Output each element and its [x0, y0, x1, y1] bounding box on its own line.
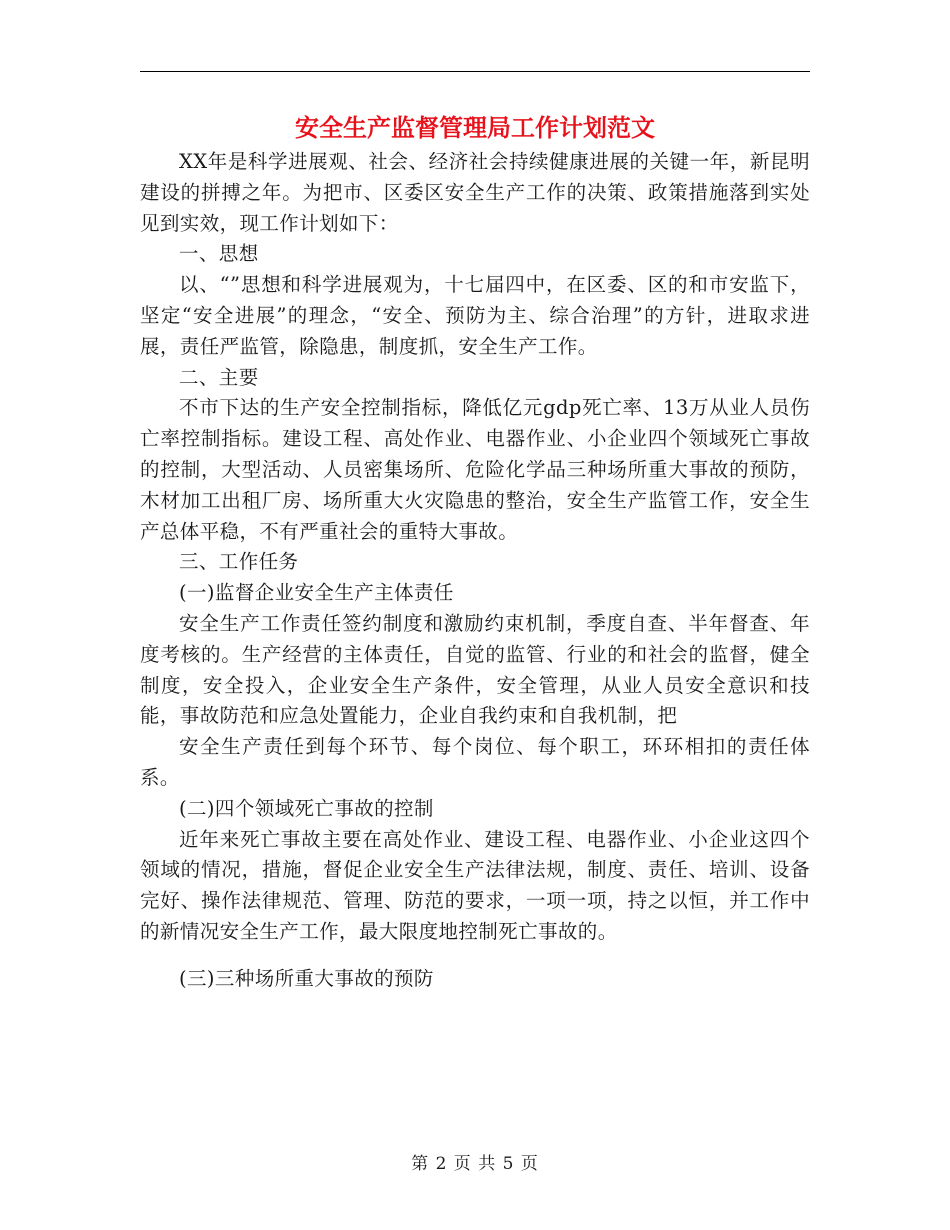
- paragraph-ideology: 以、“”思想和科学进展观为，十七届四中，在区委、区的和市安监下，坚定“安全进展”的理念，“安全、预防为主、综合治理”的方针，进取求进展，责任严监管，除隐患，制度抓，安全生产工作。: [140, 273, 810, 358]
- subheading-task-2: (二)四个领域死亡事故的控制: [179, 796, 434, 820]
- paragraph-intro: XX年是科学进展观、社会、经济社会持续健康进展的关键一年，新昆明建设的拼搏之年。为把市、区委区安全生产工作的决策、政策措施落到实处见到实效，现工作计划如下：: [140, 150, 810, 235]
- header-rule: [140, 71, 810, 72]
- paragraph-task-1-continued: 安全生产责任到每个环节、每个岗位、每个职工，环环相扣的责任体系。: [140, 735, 810, 789]
- heading-work-tasks: 三、工作任务: [179, 550, 299, 574]
- subheading-task-3: (三)三种场所重大事故的预防: [179, 966, 434, 990]
- document-body: [140, 147, 810, 995]
- heading-main-goals: 二、主要: [179, 365, 259, 389]
- document-title: 安全生产监督管理局工作计划范文: [295, 113, 655, 142]
- page-number: 第 2 页 共 5 页: [411, 1154, 539, 1174]
- heading-ideology: 一、思想: [179, 242, 259, 266]
- subheading-task-1: (一)监督企业安全生产主体责任: [179, 581, 454, 605]
- paragraph-main-goals: 不市下达的生产安全控制指标，降低亿元gdp死亡率、13万从业人员伤亡率控制指标。建设工程、高处作业、电器作业、小企业四个领域死亡事故的控制，大型活动、人员密集场所、危险化学品三种场所重大事故的预防，木材加工出租厂房、场所重大火灾隐患的整治，安全生产监管工作，安全生产总体平稳，不有严重社会的重特大事故。: [140, 396, 810, 543]
- paragraph-task-2: 近年来死亡事故主要在高处作业、建设工程、电器作业、小企业这四个领域的情况，措施，督促企业安全生产法律法规，制度、责任、培训、设备完好、操作法律规范、管理、防范的要求，一项一项，持之以恒，并工作中的新情况安全生产工作，最大限度地控制死亡事故的。: [140, 827, 810, 943]
- paragraph-task-1: 安全生产工作责任签约制度和激励约束机制，季度自查、半年督查、年度考核的。生产经营的主体责任，自觉的监管、行业的和社会的监督，健全制度，安全投入，企业安全生产条件，安全管理，从业人员安全意识和技能，事故防范和应急处置能力，企业自我约束和自我机制，把: [140, 611, 810, 728]
